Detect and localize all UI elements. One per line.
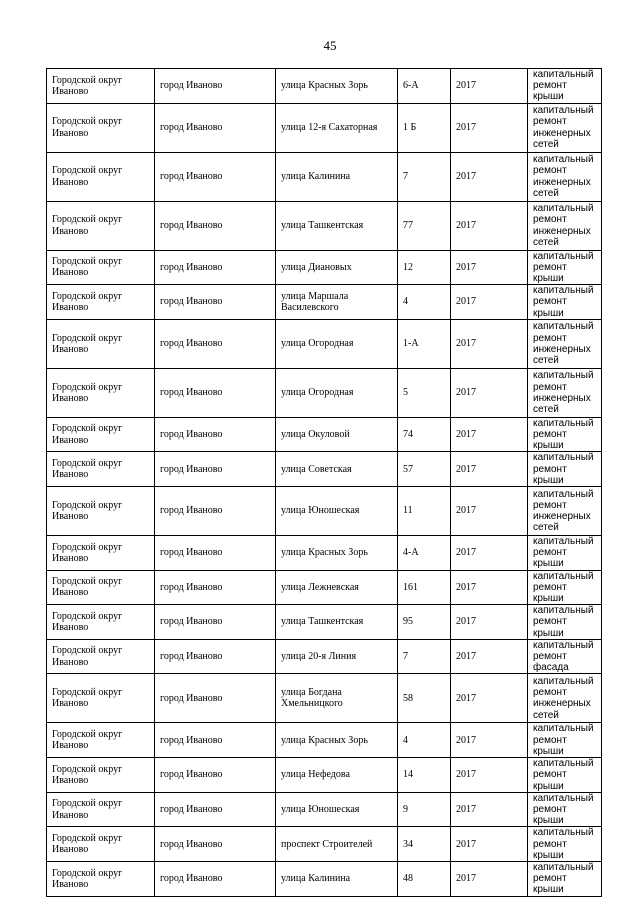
street-cell: улица Ташкентская — [276, 605, 398, 640]
year-cell: 2017 — [451, 827, 528, 862]
house-number-cell: 11 — [398, 487, 451, 536]
house-number-cell: 48 — [398, 861, 451, 896]
work-type-cell: капитальный ремонт крыши — [528, 417, 602, 452]
year-cell: 2017 — [451, 674, 528, 723]
house-number-cell: 14 — [398, 758, 451, 793]
street-cell: улица Красных Зорь — [276, 723, 398, 758]
table-row — [47, 674, 602, 723]
table-row — [47, 487, 602, 536]
house-number-cell: 161 — [398, 570, 451, 605]
city-cell: город Иваново — [155, 792, 276, 827]
year-cell: 2017 — [451, 285, 528, 320]
city-cell: город Иваново — [155, 103, 276, 152]
street-cell: улица Советская — [276, 452, 398, 487]
house-number-cell: 4 — [398, 723, 451, 758]
house-number-cell: 7 — [398, 152, 451, 201]
work-type-cell: капитальный ремонт инженерных сетей — [528, 152, 602, 201]
year-cell: 2017 — [451, 536, 528, 571]
district-cell: Городской округ Иваново — [47, 605, 155, 640]
year-cell: 2017 — [451, 452, 528, 487]
year-cell: 2017 — [451, 152, 528, 201]
table-row — [47, 152, 602, 201]
table-row — [47, 103, 602, 152]
city-cell: город Иваново — [155, 605, 276, 640]
work-type-cell: капитальный ремонт крыши — [528, 792, 602, 827]
city-cell: город Иваново — [155, 250, 276, 285]
district-cell: Городской округ Иваново — [47, 452, 155, 487]
year-cell: 2017 — [451, 201, 528, 250]
table-row — [47, 605, 602, 640]
house-number-cell: 57 — [398, 452, 451, 487]
year-cell: 2017 — [451, 417, 528, 452]
work-type-cell: капитальный ремонт крыши — [528, 570, 602, 605]
table-row — [47, 723, 602, 758]
house-number-cell: 1-А — [398, 319, 451, 368]
district-cell: Городской округ Иваново — [47, 639, 155, 674]
work-type-cell: капитальный ремонт крыши — [528, 827, 602, 862]
year-cell: 2017 — [451, 570, 528, 605]
district-cell: Городской округ Иваново — [47, 758, 155, 793]
work-type-cell: капитальный ремонт инженерных сетей — [528, 103, 602, 152]
house-number-cell: 4-А — [398, 536, 451, 571]
work-type-cell: капитальный ремонт инженерных сетей — [528, 674, 602, 723]
year-cell: 2017 — [451, 487, 528, 536]
city-cell: город Иваново — [155, 319, 276, 368]
work-type-cell: капитальный ремонт инженерных сетей — [528, 368, 602, 417]
table-row — [47, 861, 602, 896]
work-type-cell: капитальный ремонт крыши — [528, 250, 602, 285]
district-cell: Городской округ Иваново — [47, 250, 155, 285]
table-row — [47, 368, 602, 417]
street-cell: улица Юношеская — [276, 487, 398, 536]
work-type-cell: капитальный ремонт крыши — [528, 69, 602, 104]
house-number-cell: 95 — [398, 605, 451, 640]
year-cell: 2017 — [451, 792, 528, 827]
year-cell: 2017 — [451, 605, 528, 640]
city-cell: город Иваново — [155, 201, 276, 250]
year-cell: 2017 — [451, 758, 528, 793]
district-cell: Городской округ Иваново — [47, 285, 155, 320]
year-cell: 2017 — [451, 861, 528, 896]
work-type-cell: капитальный ремонт крыши — [528, 536, 602, 571]
house-number-cell: 58 — [398, 674, 451, 723]
street-cell: улица Огородная — [276, 368, 398, 417]
year-cell: 2017 — [451, 368, 528, 417]
table-row — [47, 319, 602, 368]
district-cell: Городской округ Иваново — [47, 792, 155, 827]
street-cell: улица Огородная — [276, 319, 398, 368]
district-cell: Городской округ Иваново — [47, 861, 155, 896]
district-cell: Городской округ Иваново — [47, 827, 155, 862]
house-number-cell: 4 — [398, 285, 451, 320]
year-cell: 2017 — [451, 723, 528, 758]
year-cell: 2017 — [451, 250, 528, 285]
work-type-cell: капитальный ремонт крыши — [528, 605, 602, 640]
repair-schedule-table — [46, 68, 602, 897]
work-type-cell: капитальный ремонт инженерных сетей — [528, 201, 602, 250]
district-cell: Городской округ Иваново — [47, 674, 155, 723]
street-cell: улица Маршала Василевского — [276, 285, 398, 320]
table-row — [47, 452, 602, 487]
house-number-cell: 77 — [398, 201, 451, 250]
street-cell: улица Лежневская — [276, 570, 398, 605]
district-cell: Городской округ Иваново — [47, 536, 155, 571]
district-cell: Городской округ Иваново — [47, 69, 155, 104]
city-cell: город Иваново — [155, 827, 276, 862]
street-cell: улица Красных Зорь — [276, 69, 398, 104]
street-cell: улица Богдана Хмельницкого — [276, 674, 398, 723]
district-cell: Городской округ Иваново — [47, 417, 155, 452]
city-cell: город Иваново — [155, 861, 276, 896]
city-cell: город Иваново — [155, 723, 276, 758]
table-row — [47, 639, 602, 674]
work-type-cell: капитальный ремонт крыши — [528, 723, 602, 758]
house-number-cell: 7 — [398, 639, 451, 674]
table-row — [47, 758, 602, 793]
table-row — [47, 570, 602, 605]
house-number-cell: 9 — [398, 792, 451, 827]
city-cell: город Иваново — [155, 487, 276, 536]
district-cell: Городской округ Иваново — [47, 152, 155, 201]
table-row — [47, 250, 602, 285]
street-cell: улица Ташкентская — [276, 201, 398, 250]
work-type-cell: капитальный ремонт крыши — [528, 861, 602, 896]
street-cell: улица Диановых — [276, 250, 398, 285]
district-cell: Городской округ Иваново — [47, 103, 155, 152]
street-cell: улица Красных Зорь — [276, 536, 398, 571]
year-cell: 2017 — [451, 103, 528, 152]
table-row — [47, 792, 602, 827]
city-cell: город Иваново — [155, 536, 276, 571]
city-cell: город Иваново — [155, 758, 276, 793]
street-cell: улица Окуловой — [276, 417, 398, 452]
table-row — [47, 201, 602, 250]
city-cell: город Иваново — [155, 570, 276, 605]
year-cell: 2017 — [451, 319, 528, 368]
house-number-cell: 5 — [398, 368, 451, 417]
work-type-cell: капитальный ремонт инженерных сетей — [528, 487, 602, 536]
year-cell: 2017 — [451, 69, 528, 104]
work-type-cell: капитальный ремонт крыши — [528, 452, 602, 487]
city-cell: город Иваново — [155, 452, 276, 487]
year-cell: 2017 — [451, 639, 528, 674]
city-cell: город Иваново — [155, 285, 276, 320]
work-type-cell: капитальный ремонт фасада — [528, 639, 602, 674]
city-cell: город Иваново — [155, 417, 276, 452]
house-number-cell: 1 Б — [398, 103, 451, 152]
city-cell: город Иваново — [155, 639, 276, 674]
street-cell: улица 20-я Линия — [276, 639, 398, 674]
house-number-cell: 74 — [398, 417, 451, 452]
street-cell: проспект Строителей — [276, 827, 398, 862]
house-number-cell: 12 — [398, 250, 451, 285]
city-cell: город Иваново — [155, 152, 276, 201]
street-cell: улица Калинина — [276, 152, 398, 201]
street-cell: улица 12-я Сахаторная — [276, 103, 398, 152]
table-row — [47, 417, 602, 452]
house-number-cell: 34 — [398, 827, 451, 862]
district-cell: Городской округ Иваново — [47, 368, 155, 417]
work-type-cell: капитальный ремонт крыши — [528, 285, 602, 320]
city-cell: город Иваново — [155, 69, 276, 104]
district-cell: Городской округ Иваново — [47, 487, 155, 536]
district-cell: Городской округ Иваново — [47, 319, 155, 368]
table-body — [47, 69, 602, 897]
street-cell: улица Юношеская — [276, 792, 398, 827]
city-cell: город Иваново — [155, 674, 276, 723]
work-type-cell: капитальный ремонт крыши — [528, 758, 602, 793]
street-cell: улица Нефедова — [276, 758, 398, 793]
district-cell: Городской округ Иваново — [47, 201, 155, 250]
work-type-cell: капитальный ремонт инженерных сетей — [528, 319, 602, 368]
table-row — [47, 827, 602, 862]
district-cell: Городской округ Иваново — [47, 570, 155, 605]
page-number: 45 — [323, 38, 337, 53]
table-row — [47, 536, 602, 571]
district-cell: Городской округ Иваново — [47, 723, 155, 758]
street-cell: улица Калинина — [276, 861, 398, 896]
table-row — [47, 285, 602, 320]
house-number-cell: 6-А — [398, 69, 451, 104]
city-cell: город Иваново — [155, 368, 276, 417]
table-row — [47, 69, 602, 104]
